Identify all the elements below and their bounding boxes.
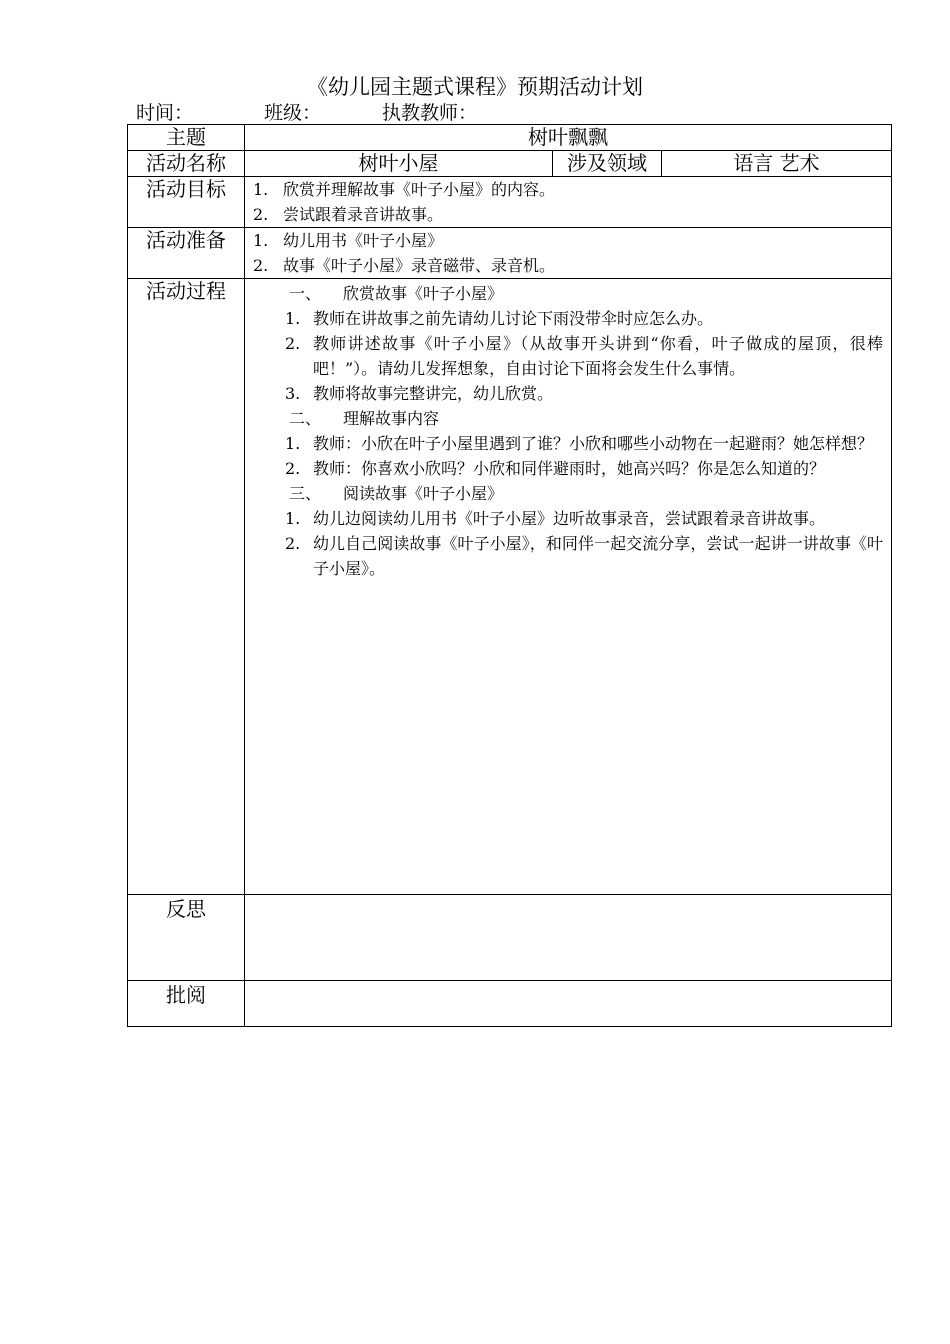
process-section-heading: [285, 406, 883, 431]
reflection-cell: [245, 895, 892, 981]
process-step: [285, 506, 883, 531]
preparation-list: [245, 228, 891, 278]
domain-label: 涉及领域: [553, 151, 662, 177]
step-number: 2.: [285, 534, 301, 553]
preparation-cell: [245, 228, 892, 279]
reflection-label: 反思: [128, 895, 245, 981]
list-item-number: 2.: [253, 205, 269, 224]
preparation-label: 活动准备: [128, 228, 245, 279]
list-item-number: 1.: [253, 180, 269, 199]
list-item: [253, 177, 891, 202]
step-number: 2.: [285, 334, 301, 353]
step-text: 幼儿边阅读幼儿用书《叶子小屋》边听故事录音，尝试跟着录音讲故事。: [313, 509, 826, 528]
process-row: [128, 279, 892, 895]
activity-name-row: [128, 151, 892, 177]
step-text: 教师：小欣在叶子小屋里遇到了谁？小欣和哪些小动物在一起避雨？她怎样想？: [313, 434, 874, 453]
list-item: [253, 228, 891, 253]
class-label: 班级：: [264, 102, 322, 124]
step-number: 1.: [285, 309, 301, 328]
preparation-row: [128, 228, 892, 279]
time-label: 时间：: [136, 102, 194, 124]
theme-value: 树叶飘飘: [245, 125, 892, 151]
step-number: 3.: [285, 384, 301, 403]
process-label: 活动过程: [128, 279, 245, 895]
step-number: 1.: [285, 509, 301, 528]
teacher-label: 执教教师：: [382, 102, 478, 124]
section-number: 二、: [289, 409, 322, 428]
goals-row: [128, 177, 892, 228]
document-meta: [136, 101, 477, 125]
goals-label: 活动目标: [128, 177, 245, 228]
step-number: 1.: [285, 434, 301, 453]
goals-list: [245, 177, 891, 227]
theme-label: 主题: [128, 125, 245, 151]
review-cell: [245, 981, 892, 1027]
step-number: 2.: [285, 459, 301, 478]
theme-row: [128, 125, 892, 151]
list-item: [253, 253, 891, 278]
process-step: [285, 381, 883, 406]
process-content: [245, 279, 891, 581]
process-step: [285, 456, 883, 481]
process-step: [285, 306, 883, 331]
review-row: [128, 981, 892, 1027]
step-text: 教师将故事完整讲完，幼儿欣赏。: [313, 384, 554, 403]
process-step: [285, 531, 883, 581]
domain-value: 语言 艺术: [662, 151, 892, 177]
activity-name-value: 树叶小屋: [245, 151, 553, 177]
section-title: 理解故事内容: [343, 409, 440, 428]
process-cell: [245, 279, 892, 895]
list-item: [253, 202, 891, 227]
reflection-row: [128, 895, 892, 981]
process-step: [285, 431, 883, 456]
list-item-text: 幼儿用书《叶子小屋》: [283, 231, 444, 250]
step-text: 教师在讲故事之前先请幼儿讨论下雨没带伞时应怎么办。: [313, 309, 714, 328]
step-text: 教师：你喜欢小欣吗？小欣和同伴避雨时，她高兴吗？你是怎么知道的？: [313, 459, 826, 478]
list-item-text: 欣赏并理解故事《叶子小屋》的内容。: [283, 180, 556, 199]
review-label: 批阅: [128, 981, 245, 1027]
activity-plan-table: [127, 124, 892, 1027]
section-title: 欣赏故事《叶子小屋》: [343, 284, 504, 303]
section-number: 三、: [289, 484, 322, 503]
process-section-heading: [285, 281, 883, 306]
process-step: [285, 331, 883, 381]
step-text: 幼儿自己阅读故事《叶子小屋》，和同伴一起交流分享，尝试一起讲一讲故事《叶子小屋》。: [313, 534, 883, 578]
section-number: 一、: [289, 284, 322, 303]
list-item-number: 1.: [253, 231, 269, 250]
document-title: 《幼儿园主题式课程》预期活动计划: [307, 75, 643, 99]
list-item-text: 故事《叶子小屋》录音磁带、录音机。: [283, 256, 556, 275]
activity-name-label: 活动名称: [128, 151, 245, 177]
goals-cell: [245, 177, 892, 228]
step-text: 教师讲述故事《叶子小屋》（从故事开头讲到“你看，叶子做成的屋顶，很棒吧！”）。请幼儿发挥想象，自由讨论下面将会发生什么事情。: [313, 334, 883, 378]
list-item-number: 2.: [253, 256, 269, 275]
list-item-text: 尝试跟着录音讲故事。: [283, 205, 444, 224]
section-title: 阅读故事《叶子小屋》: [343, 484, 504, 503]
process-section-heading: [285, 481, 883, 506]
